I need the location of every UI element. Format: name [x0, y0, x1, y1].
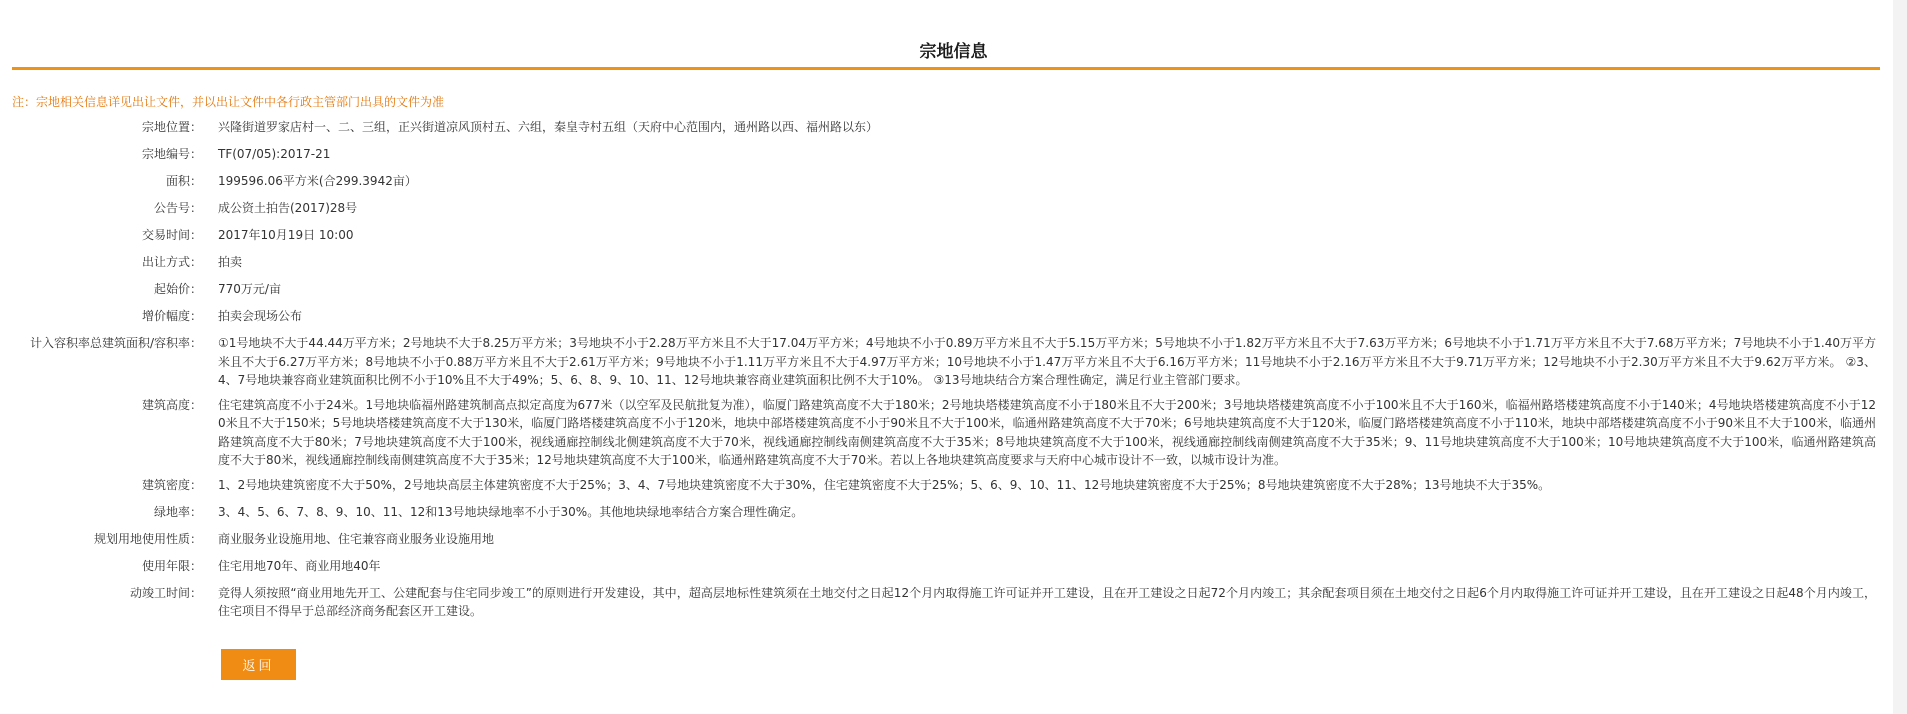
- field-label: 起始价：: [153, 282, 202, 296]
- parcel-info-table: [0, 118, 1880, 627]
- field-row-construction-time: [0, 584, 1880, 627]
- scrollbar[interactable]: [1893, 0, 1907, 714]
- title-divider: [12, 67, 1880, 70]
- field-value: 商业服务业设施用地、住宅兼容商业服务业设施用地: [218, 531, 495, 546]
- field-row-area: [0, 172, 1880, 199]
- field-value: 2017年10月19日 10:00: [218, 228, 354, 242]
- field-label: 增价幅度：: [141, 309, 202, 323]
- field-label: 建筑密度：: [141, 477, 202, 492]
- field-label: 动竣工时间：: [129, 585, 202, 600]
- field-row-bid-increment: [0, 307, 1880, 334]
- field-row-parcel-id: [0, 145, 1880, 172]
- field-value: 兴隆街道罗家店村一、二、三组，正兴街道凉风顶村五、六组，秦皇寺村五组（天府中心范围内，通州路以西、福州路以东）: [218, 120, 879, 134]
- field-row-announcement-no: [0, 199, 1880, 226]
- field-row-floor-area-ratio: [0, 334, 1880, 396]
- field-label: 计入容积率总建筑面积/容积率：: [29, 336, 202, 350]
- field-row-transfer-method: [0, 253, 1880, 280]
- field-label: 宗地位置：: [141, 120, 202, 134]
- field-label: 规划用地使用性质：: [93, 531, 202, 546]
- field-label: 交易时间：: [141, 228, 202, 242]
- field-value: TF(07/05):2017-21: [218, 147, 331, 161]
- field-label: 绿地率：: [153, 504, 202, 519]
- field-row-use-term: [0, 557, 1880, 584]
- field-row-land-use: [0, 530, 1880, 557]
- field-label: 使用年限：: [141, 558, 202, 573]
- field-value: 拍卖: [218, 255, 243, 269]
- field-value: 1、2号地块建筑密度不大于50%，2号地块高层主体建筑密度不大于25%；3、4、7号地块建筑密度不大于30%，住宅建筑密度不大于25%；5、6、9、10、11、12号地块建筑密度不大于25%；8号地块建筑密度不大于28%；13号地块不大于35%。: [218, 477, 1551, 492]
- field-label: 面积：: [165, 174, 202, 188]
- field-row-trade-time: [0, 226, 1880, 253]
- field-value: 199596.06平方米(合299.3942亩）: [218, 174, 417, 188]
- field-value: 成公资土拍告(2017)28号: [218, 201, 358, 215]
- field-row-building-height: [0, 396, 1880, 476]
- field-value: 770万元/亩: [218, 282, 281, 296]
- field-row-building-density: [0, 476, 1880, 503]
- back-button[interactable]: 返回: [221, 649, 296, 680]
- field-label: 公告号：: [153, 201, 202, 215]
- field-value: 住宅建筑高度不小于24米。1号地块临福州路建筑制高点拟定高度为677米（以空军及民航批复为准），临厦门路建筑高度不大于180米；2号地块塔楼建筑高度不小于180米且不大于200米；3号地块塔楼建筑高度不小于100米且不大于160米，临福州路塔楼建筑高度不小于140米；4号地块塔楼建筑高度不小于120米且不大于150米；5号地块塔楼建筑高度不大于130米，临厦门路塔楼建筑高度不小于120米，地块中部塔楼建筑高度不小于90米且不大于100米，临通州路建筑高度不大于70米；6号地块建筑高度不大于120米，临厦门路塔楼建筑高度不小于110米，地块中部塔楼建筑高度不小于90米且不大于100米，临通州路建筑高度不大于80米；7号地块建筑高度不大于100米，视线通廊控制线北侧建筑高度不大于70米，视线通廊控制线南侧建筑高度不大于35米；8号地块建筑高度不大于100米，视线通廊控制线南侧建筑高度不大于35米；9、11号地块建筑高度不大于100米；10号地块建筑高度不大于100米，临通州路建筑高度不大于80米，视线通廊控制线南侧建筑高度不大于35米；12号地块建筑高度不大于100米，临通州路建筑高度不大于70米。若以上各地块建筑高度要求与天府中心城市设计不一致，以城市设计为准。: [218, 397, 1876, 467]
- field-value: 竞得人须按照“商业用地先开工、公建配套与住宅同步竣工”的原则进行开发建设，其中，超高层地标性建筑须在土地交付之日起12个月内取得施工许可证并开工建设，且在开工建设之日起72个月内竣工；其余配套项目须在土地交付之日起6个月内取得施工许可证并开工建设，且在开工建设之日起48个月内竣工，住宅项目不得早于总部经济商务配套区开工建设。: [218, 585, 1876, 618]
- field-row-location: [0, 118, 1880, 145]
- field-label: 出让方式：: [141, 255, 202, 269]
- field-value: ①1号地块不大于44.44万平方米；2号地块不大于8.25万平方米；3号地块不小于2.28万平方米且不大于17.04万平方米；4号地块不小于0.89万平方米且不大于5.15万平方米；5号地块不小于1.82万平方米且不大于7.63万平方米；6号地块不小于1.71万平方米且不大于7.68万平方米；7号地块不小于1.40万平方米且不大于6.27万平方米；8号地块不小于0.88万平方米且不大于2.61万平方米；9号地块不小于1.11万平方米且不大于4.97万平方米；10号地块不小于1.47万平方米且不大于6.16万平方米；11号地块不小于2.16万平方米且不大于9.71万平方米；12号地块不小于2.30万平方米且不大于9.62万平方米。 ②3、4、7号地块兼容商业建筑面积比例不小于10%且不大于49%；5、6、8、9、10、11、12号地块兼容商业建筑面积比例不大于10%。 ③13号地块结合方案合理性确定，满足行业主管部门要求。: [218, 336, 1876, 387]
- field-value: 住宅用地70年、商业用地40年: [218, 558, 381, 573]
- field-value: 拍卖会现场公布: [218, 309, 303, 323]
- page-title: 宗地信息: [919, 42, 988, 62]
- notice-text: 注：宗地相关信息详见出让文件，并以出让文件中各行政主管部门出具的文件为准: [12, 95, 445, 109]
- field-row-green-ratio: [0, 503, 1880, 530]
- field-label: 建筑高度：: [141, 397, 202, 412]
- field-row-starting-price: [0, 280, 1880, 307]
- field-label: 宗地编号：: [141, 147, 202, 161]
- field-value: 3、4、5、6、7、8、9、10、11、12和13号地块绿地率不小于30%。其他地块绿地率结合方案合理性确定。: [218, 504, 804, 519]
